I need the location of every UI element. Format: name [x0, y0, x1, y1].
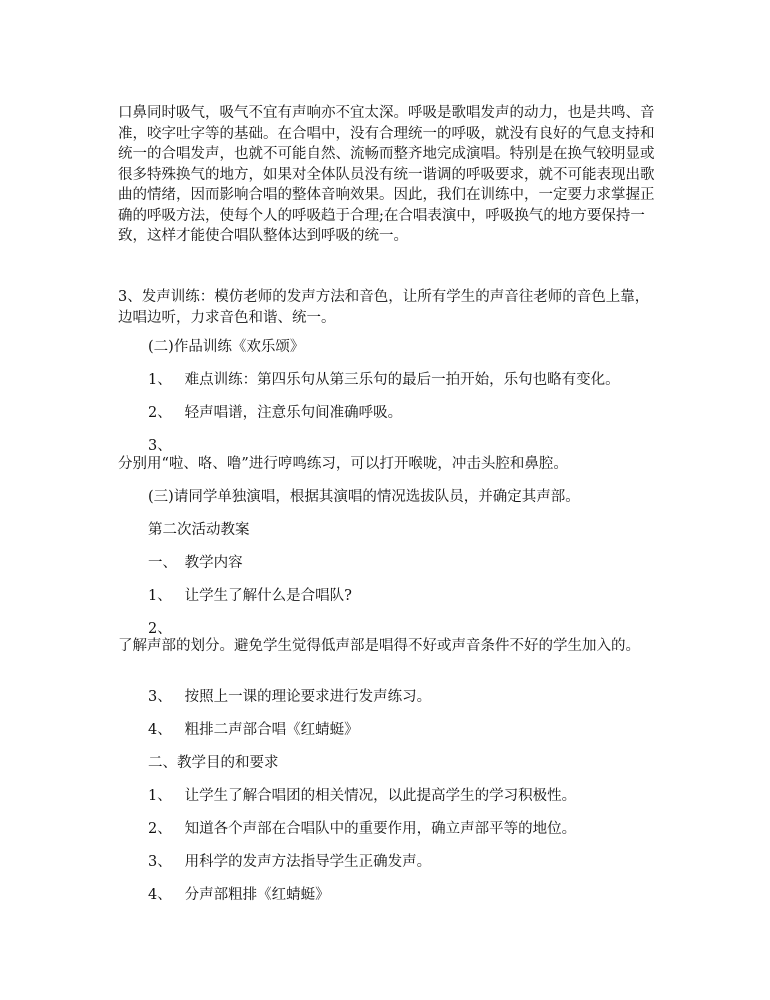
list-item-text: 让学生了解什么是合唱队?: [184, 588, 352, 604]
list-item-text: 按照上一课的理论要求进行发声练习。: [184, 689, 432, 705]
list-item-text: 难点训练：第四乐句从第三乐句的最后一拍开始，乐句也略有变化。: [184, 372, 620, 388]
list-item: [148, 885, 330, 905]
list-item-number: 2、: [148, 621, 172, 637]
section-heading-content: [148, 553, 243, 573]
section-heading-goals: 二、教学目的和要求: [148, 755, 279, 771]
section-heading-work-training: (二)作品训练《欢乐颂》: [148, 339, 305, 355]
section-text: 教学内容: [184, 555, 243, 571]
list-item-number: 1、: [148, 788, 172, 804]
list-item-number: 3、: [148, 689, 172, 705]
list-item-text: 知道各个声部在合唱队中的重要作用，确立声部平等的地位。: [184, 821, 577, 837]
vocal-training-paragraph: 3、发声训练：模仿老师的发声方法和音色，让所有学生的声音往老师的音色上靠，边唱边听，力求音色和谐、统一。: [118, 289, 650, 326]
list-item-text: 分别用“啦、咯、噜”进行哼鸣练习，可以打开喉咙，冲击头腔和鼻腔。: [118, 456, 568, 472]
list-item-number: 4、: [148, 722, 172, 738]
list-item-number: 1、: [148, 588, 172, 604]
list-item: [148, 852, 431, 872]
list-item-text: 让学生了解合唱团的相关情况，以此提高学生的学习积极性。: [184, 788, 577, 804]
list-item: [148, 687, 431, 707]
list-item-text: 用科学的发声方法指导学生正确发声。: [184, 854, 432, 870]
list-item-text: 了解声部的划分。避免学生觉得低声部是唱得不好或声音条件不好的学生加入的。: [118, 638, 640, 654]
breathing-paragraph: 口鼻同时吸气，吸气不宜有声响亦不宜太深。呼吸是歌唱发声的动力，也是共鸣、音准，咬字吐字等的基础。在合唱中，没有合理统一的呼吸，就没有良好的气息支持和统一的合唱发声，也就不可能自然、流畅而整齐地完成演唱。特别是在换气较明显或很多特殊换气的地方，如果对全体队员没有统一谐调的呼吸要求，就不可能表现出歌曲的情绪，因而影响合唱的整体音响效果。因此，我们在训练中，一定要力求掌握正确的呼吸方法，使每个人的呼吸趋于合理;在合唱表演中，呼吸换气的地方要保持一致，这样才能使合唱队整体达到呼吸的统一。: [118, 105, 655, 244]
list-item: [148, 786, 576, 806]
list-item-text: 粗排二声部合唱《红蜻蜓》: [184, 722, 359, 738]
section-heading-selection: (三)请同学单独演唱，根据其演唱的情况选拔队员，并确定其声部。: [148, 489, 580, 505]
list-item-number: 1、: [148, 372, 172, 388]
list-item-number: 3、: [148, 854, 172, 870]
list-item: [148, 370, 620, 390]
lesson-title: 第二次活动教案: [148, 522, 250, 538]
list-item: [148, 720, 359, 740]
list-item: [148, 586, 352, 606]
list-item-text: 轻声唱谱，注意乐句间准确呼吸。: [184, 405, 403, 421]
list-item-text: 分声部粗排《红蜻蜓》: [184, 887, 330, 903]
list-item-number: 2、: [148, 405, 172, 421]
list-item-number: 4、: [148, 887, 172, 903]
list-item: [148, 403, 402, 423]
list-item: [148, 819, 576, 839]
list-item-number: 3、: [148, 438, 172, 454]
list-item-number: 2、: [148, 821, 172, 837]
section-number: 一、: [148, 555, 177, 571]
